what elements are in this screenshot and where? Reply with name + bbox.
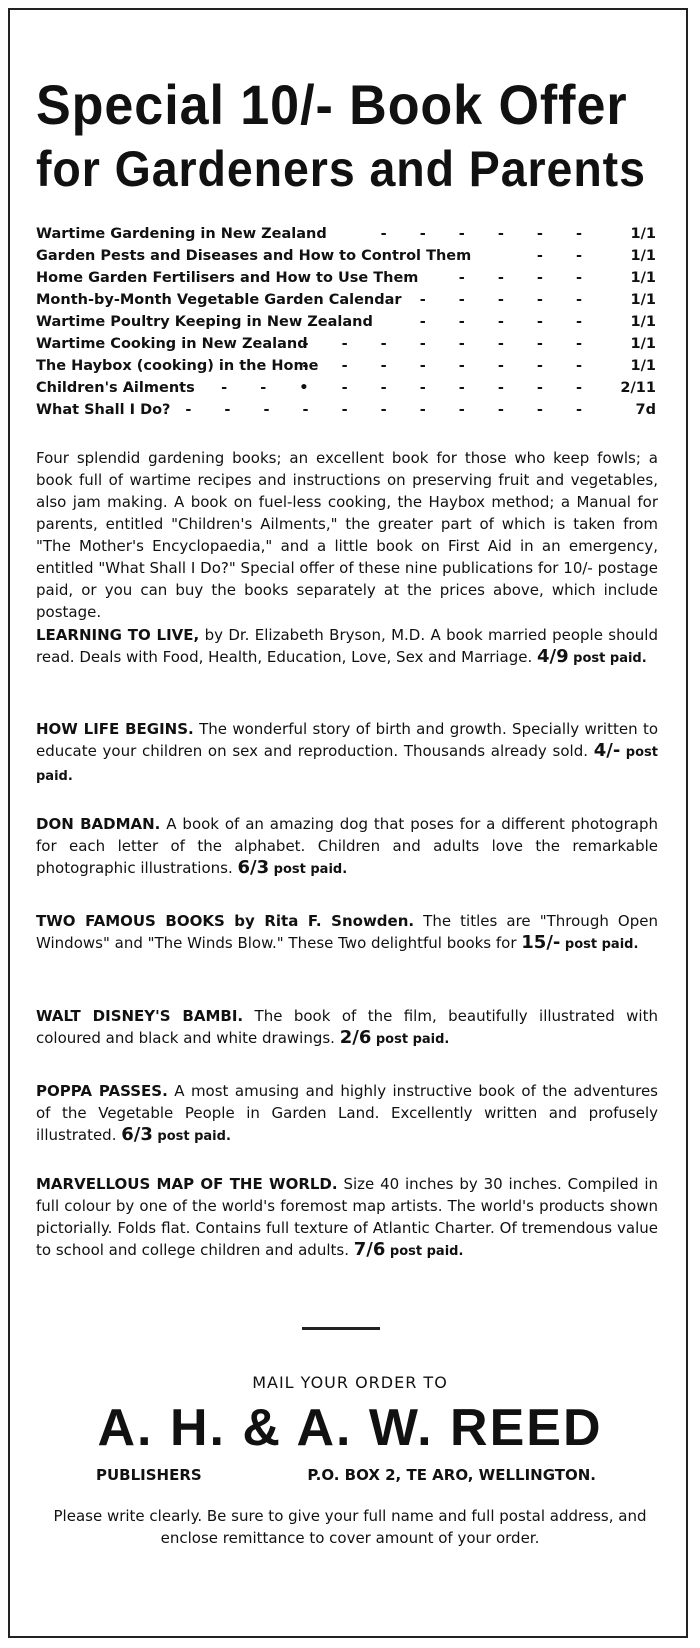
book-entry-map-of-the-world (36, 1173, 658, 1263)
item-price: 1/1 (630, 314, 656, 330)
item-price: 1/1 (630, 248, 656, 264)
headline-line-2: for Gardeners and Parents (36, 141, 646, 197)
book-entry-two-famous-books (36, 910, 658, 956)
leader-dots: - - • - - - - - - - (221, 380, 596, 396)
leader-dots: - - - - - - - - - - - (185, 402, 596, 418)
book-description: The wonderful story of birth and growth. Specially written to educate your children on sex and reproduction. Thousands already sold. (36, 720, 659, 760)
item-price: 1/1 (630, 336, 656, 352)
leader-dots: - - - - - (419, 314, 596, 330)
item-title: Wartime Cooking in New Zealand (36, 336, 308, 352)
publishers-label: PUBLISHERS (96, 1466, 202, 1484)
divider-rule (302, 1327, 380, 1330)
post-paid-label: post paid. (36, 745, 658, 784)
post-paid-label: post paid. (269, 862, 348, 877)
book-entry-how-life-begins (36, 718, 658, 788)
book-entry-bambi (36, 1005, 658, 1051)
book-description: A book of an amazing dog that poses for a different photograph for each letter of the alphabet. Children and adults love the remarkable photographic illustrations. (36, 815, 659, 877)
headline-line-1: Special 10/- Book Offer (36, 73, 628, 136)
book-price: 6/3 (121, 1124, 153, 1145)
item-title: The Haybox (cooking) in the Home (36, 358, 319, 374)
book-title: HOW LIFE BEGINS. (36, 720, 194, 738)
book-description: by Dr. Elizabeth Bryson, M.D. A book married people should read. Deals with Food, Health, Education, Love, Sex and Marriage. (36, 626, 658, 666)
item-title: Children's Ailments (36, 380, 195, 396)
item-price: 2/11 (620, 380, 656, 396)
price-list-item (36, 377, 656, 399)
item-price: 1/1 (630, 226, 656, 242)
price-list-item (36, 223, 656, 245)
book-title: TWO FAMOUS BOOKS by Rita F. Snowden. (36, 912, 415, 930)
book-title: POPPA PASSES. (36, 1082, 168, 1100)
price-list-item (36, 289, 656, 311)
item-title: What Shall I Do? (36, 402, 171, 418)
price-list-item (36, 399, 656, 421)
book-entry-don-badman (36, 813, 658, 881)
publisher-name: A. H. & A. W. REED (97, 1399, 603, 1457)
book-entry-learning-to-live (36, 624, 658, 670)
price-list-item (36, 333, 656, 355)
book-title: WALT DISNEY'S BAMBI. (36, 1007, 244, 1025)
item-price: 1/1 (630, 292, 656, 308)
price-list-item (36, 311, 656, 333)
book-description: A most amusing and highly instructive book of the adventures of the Vegetable People in Garden Land. Excellently written and profusely illustrated. (36, 1082, 658, 1144)
item-title: Home Garden Fertilisers and How to Use Them (36, 270, 419, 286)
post-paid-label: post paid. (568, 651, 647, 666)
price-list-item (36, 355, 656, 377)
book-price: 4/9 (537, 646, 569, 667)
post-paid-label: post paid. (385, 1244, 464, 1259)
item-title: Wartime Poultry Keeping in New Zealand (36, 314, 373, 330)
book-price: 4/- (593, 740, 621, 761)
item-price: 7d (635, 402, 656, 418)
book-description: The titles are "Through Open Windows" and "The Winds Blow." These Two delightful books for (36, 912, 658, 952)
item-price: 1/1 (630, 270, 656, 286)
item-title: Month-by-Month Vegetable Garden Calendar (36, 292, 402, 308)
item-title: Garden Pests and Diseases and How to Control Them (36, 248, 472, 264)
postal-address: P.O. BOX 2, TE ARO, WELLINGTON. (307, 1466, 596, 1484)
mail-order-heading: MAIL YOUR ORDER TO (252, 1373, 448, 1392)
book-title: DON BADMAN. (36, 815, 161, 833)
book-price: 2/6 (339, 1027, 372, 1048)
item-price: 1/1 (630, 358, 656, 374)
item-title: Wartime Gardening in New Zealand (36, 226, 327, 242)
book-price: 7/6 (353, 1239, 386, 1260)
book-description: The book of the film, beautifully illustrated with coloured and black and white drawings. (36, 1007, 658, 1047)
book-entry-poppa-passes (36, 1080, 658, 1148)
intro-paragraph: Four splendid gardening books; an excellent book for those who keep fowls; a book full of wartime recipes and instructions on preserving fruit and vegetables, also jam making. A book on fuel-less cooking, the Haybox method; a Manual for parents, entitled "Children's Ailments," the greater part of which is taken from "The Mother's Encyclopaedia," and a little book on First Aid in an emergency, entitled "What Shall I Do?" Special offer of these nine publications for 10/- postage paid, or you can buy the books separately at the prices above, which include postage. (36, 449, 658, 621)
leader-dots: - - - - - - (380, 226, 596, 242)
price-list (36, 223, 656, 421)
book-price: 6/3 (237, 857, 270, 878)
book-title: MARVELLOUS MAP OF THE WORLD. (36, 1175, 338, 1193)
price-list-item (36, 267, 656, 289)
leader-dots: - - (536, 248, 596, 264)
price-list-item (36, 245, 656, 267)
post-paid-label: post paid. (560, 937, 639, 952)
book-price: 15/- (521, 932, 561, 953)
leader-dots: - - - - - (419, 292, 596, 308)
order-instructions: Please write clearly. Be sure to give your full name and full postal address, and enclose remittance to cover amount of your order. (53, 1507, 647, 1547)
leader-dots: - - - - - - - - (302, 358, 596, 374)
leader-dots: - - - - - - - - (302, 336, 596, 352)
leader-dots: - - - - (458, 270, 596, 286)
book-title: LEARNING TO LIVE, (36, 626, 200, 644)
post-paid-label: post paid. (152, 1129, 231, 1144)
book-description: Size 40 inches by 30 inches. Compiled in full colour by one of the world's foremost map artists. The world's products shown pictorially. Folds flat. Contains full texture of Atlantic Charter. Of tremendous value to school and college children and adults. (36, 1175, 659, 1259)
post-paid-label: post paid. (371, 1032, 450, 1047)
